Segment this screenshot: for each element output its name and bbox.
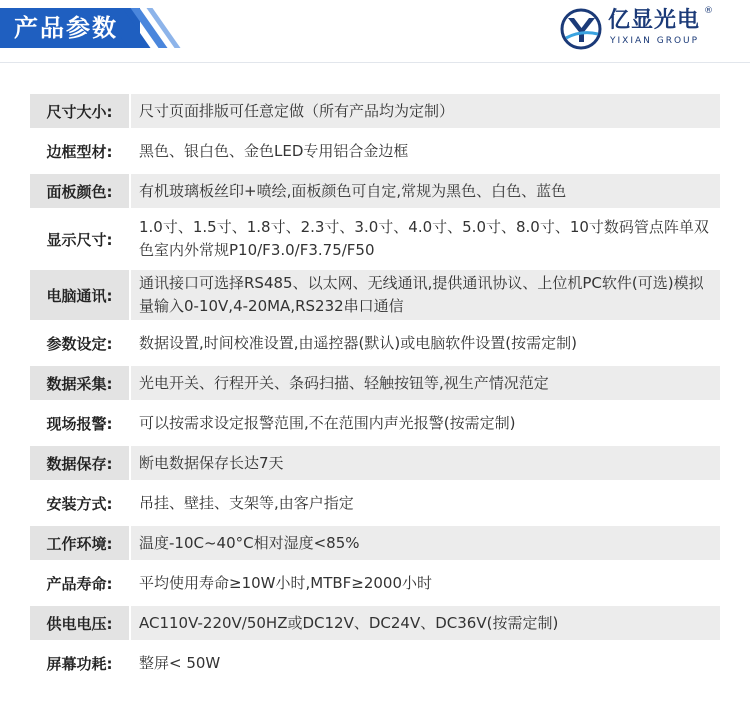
banner-stripes bbox=[118, 8, 208, 48]
spec-value: 数据设置,时间校准设置,由遥控器(默认)或电脑软件设置(按需定制) bbox=[131, 326, 720, 360]
spec-row bbox=[30, 406, 720, 440]
spec-value: 整屏< 50W bbox=[131, 646, 720, 680]
header-divider bbox=[0, 62, 750, 63]
spec-label: 显示尺寸: bbox=[30, 214, 129, 264]
spec-row bbox=[30, 606, 720, 640]
page-header bbox=[0, 0, 750, 58]
brand-logo bbox=[560, 6, 740, 52]
spec-row bbox=[30, 270, 720, 320]
spec-row bbox=[30, 446, 720, 480]
spec-value: 黑色、银白色、金色LED专用铝合金边框 bbox=[131, 134, 720, 168]
spec-row bbox=[30, 526, 720, 560]
spec-label: 参数设定: bbox=[30, 326, 129, 360]
spec-row bbox=[30, 174, 720, 208]
spec-value: 有机玻璃板丝印+喷绘,面板颜色可自定,常规为黑色、白色、蓝色 bbox=[131, 174, 720, 208]
spec-value: 吊挂、壁挂、支架等,由客户指定 bbox=[131, 486, 720, 520]
spec-row bbox=[30, 214, 720, 264]
spec-value: 断电数据保存长达7天 bbox=[131, 446, 720, 480]
spec-value: 通讯接口可选择RS485、以太网、无线通讯,提供通讯协议、上位机PC软件(可选)模拟量输入0-10V,4-20MA,RS232串口通信 bbox=[131, 270, 720, 320]
page-title: 产品参数 bbox=[14, 14, 118, 42]
brand-name: 亿显光电 bbox=[608, 8, 701, 33]
spec-value: 光电开关、行程开关、条码扫描、轻触按钮等,视生产情况范定 bbox=[131, 366, 720, 400]
spec-row bbox=[30, 646, 720, 680]
spec-label: 供电电压: bbox=[30, 606, 129, 640]
spec-value: 1.0寸、1.5寸、1.8寸、2.3寸、3.0寸、4.0寸、5.0寸、8.0寸、10寸数码管点阵单双色室内外常规P10/F3.0/F3.75/F50 bbox=[131, 214, 720, 264]
spec-row bbox=[30, 94, 720, 128]
spec-label: 安装方式: bbox=[30, 486, 129, 520]
spec-label: 数据采集: bbox=[30, 366, 129, 400]
spec-label: 尺寸大小: bbox=[30, 94, 129, 128]
spec-row bbox=[30, 486, 720, 520]
spec-row bbox=[30, 326, 720, 360]
spec-label: 屏幕功耗: bbox=[30, 646, 129, 680]
brand-registered-mark: ® bbox=[704, 6, 713, 16]
spec-table bbox=[30, 94, 720, 686]
spec-label: 面板颜色: bbox=[30, 174, 129, 208]
spec-value: 温度-10C~40°C相对湿度<85% bbox=[131, 526, 720, 560]
spec-label: 数据保存: bbox=[30, 446, 129, 480]
brand-logo-icon bbox=[560, 8, 602, 50]
spec-label: 边框型材: bbox=[30, 134, 129, 168]
spec-value: 平均使用寿命≥10W小时,MTBF≥2000小时 bbox=[131, 566, 720, 600]
spec-value: 尺寸页面排版可任意定做（所有产品均为定制） bbox=[131, 94, 720, 128]
spec-value: 可以按需求设定报警范围,不在范围内声光报警(按需定制) bbox=[131, 406, 720, 440]
spec-value: AC110V-220V/50HZ或DC12V、DC24V、DC36V(按需定制) bbox=[131, 606, 720, 640]
spec-row bbox=[30, 134, 720, 168]
spec-row bbox=[30, 566, 720, 600]
spec-label: 产品寿命: bbox=[30, 566, 129, 600]
spec-row bbox=[30, 366, 720, 400]
spec-label: 现场报警: bbox=[30, 406, 129, 440]
spec-label: 工作环境: bbox=[30, 526, 129, 560]
spec-label: 电脑通讯: bbox=[30, 270, 129, 320]
brand-subtitle: YIXIAN GROUP bbox=[610, 36, 700, 46]
